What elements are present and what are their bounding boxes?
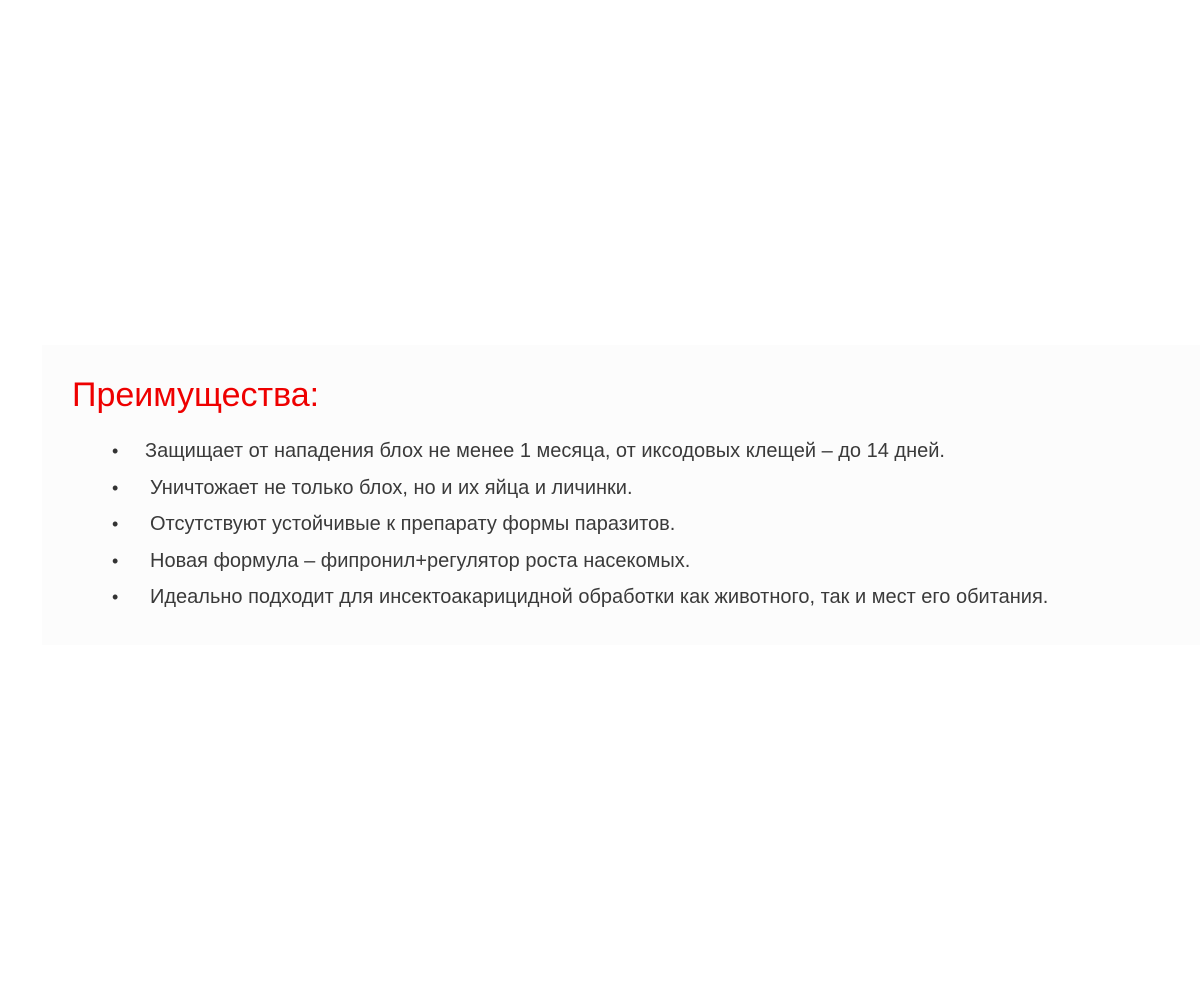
list-item-text: Идеально подходит для инсектоакарицидной обработки как животного, так и мест его обитания.	[150, 586, 1049, 608]
list-item	[0, 470, 1200, 507]
list-item-text: Новая формула – фипронил+регулятор роста насекомых.	[150, 549, 691, 572]
bullet-icon: •	[112, 550, 119, 571]
bullet-icon: •	[112, 514, 119, 534]
section-heading: Преимущества:	[72, 376, 320, 414]
list-item	[0, 433, 1200, 470]
list-item-text: Уничтожает не только блох, но и их яйца и личинки.	[150, 476, 633, 499]
list-item	[0, 579, 1200, 616]
list-item-text: Отсутствуют устойчивые к препарату формы паразитов.	[150, 513, 676, 535]
list-item-text: Защищает от нападения блох не менее 1 месяца, от иксодовых клещей – до 14 дней.	[145, 440, 945, 462]
list-item	[0, 543, 1200, 580]
bullet-icon: •	[112, 477, 119, 498]
bullet-icon: •	[112, 441, 119, 461]
bullet-icon: •	[112, 587, 119, 607]
benefits-list	[0, 433, 1200, 616]
list-item	[0, 506, 1200, 543]
